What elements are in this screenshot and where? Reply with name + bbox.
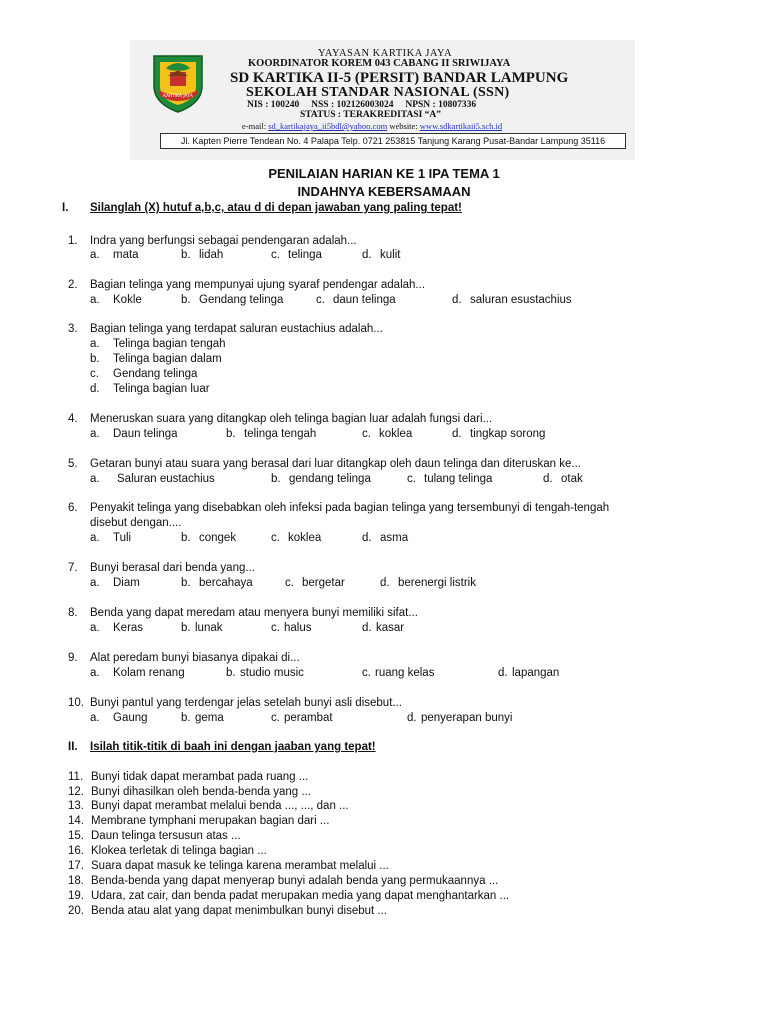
option-text[interactable]: penyerapan bunyi bbox=[421, 712, 513, 724]
fill-in-number: 19. bbox=[68, 890, 84, 902]
section-2-instruction: Isilah titik-titik di baah ini dengan jaaban yang tepat! bbox=[90, 741, 376, 753]
option-letter[interactable]: b. bbox=[90, 353, 100, 365]
fill-in-number: 16. bbox=[68, 845, 84, 857]
option-letter[interactable]: d. bbox=[498, 667, 508, 679]
logo-text: KARTIKA JAYA bbox=[163, 94, 193, 99]
option-text[interactable]: Daun telinga bbox=[113, 428, 178, 440]
option-letter[interactable]: a. bbox=[90, 577, 100, 589]
fill-in-text: Benda-benda yang dapat menyerap bunyi adalah benda yang permukaannya ... bbox=[91, 875, 499, 887]
accreditation-status: STATUS : TERAKREDITASI “A” bbox=[300, 110, 442, 120]
option-letter[interactable]: d. bbox=[452, 428, 462, 440]
option-text[interactable]: koklea bbox=[288, 532, 322, 544]
question-text: Benda yang dapat meredam atau menyera bunyi memiliki sifat... bbox=[90, 607, 418, 619]
question-text: Penyakit telinga yang disebabkan oleh infeksi pada bagian telinga yang tersembunyi di tengah-tengah bbox=[90, 502, 610, 514]
fill-in-text: Bunyi dapat merambat melalui benda ..., ..., dan ... bbox=[91, 800, 349, 812]
option-text[interactable]: congek bbox=[199, 532, 237, 544]
option-text[interactable]: Kolam renang bbox=[113, 667, 185, 679]
option-text[interactable]: otak bbox=[561, 473, 583, 485]
question-number: 10. bbox=[68, 697, 84, 709]
option-letter[interactable]: d. bbox=[362, 532, 372, 544]
nis-number: NIS : 100240 bbox=[247, 100, 300, 110]
npsn-number: NPSN : 10807336 bbox=[405, 100, 477, 110]
option-text[interactable]: ruang kelas bbox=[375, 667, 435, 679]
option-letter[interactable]: a. bbox=[90, 667, 100, 679]
option-letter[interactable]: b. bbox=[181, 532, 191, 544]
school-logo bbox=[146, 50, 210, 114]
question-text: Alat peredam bunyi biasanya dipakai di... bbox=[90, 652, 300, 664]
option-text[interactable]: perambat bbox=[284, 712, 333, 724]
option-text[interactable]: gendang telinga bbox=[289, 473, 371, 485]
fill-in-text: Benda atau alat yang dapat menimbulkan bunyi disebut ... bbox=[91, 905, 388, 917]
option-letter[interactable]: d. bbox=[407, 712, 417, 724]
question-text: Indra yang berfungsi sebagai pendengaran adalah... bbox=[90, 235, 357, 247]
email-link[interactable]: sd_kartikajaya_ii5bdl@yahoo.com bbox=[268, 121, 388, 131]
option-letter[interactable]: d. bbox=[90, 383, 100, 395]
question-number: 5. bbox=[68, 458, 78, 470]
foundation-name: YAYASAN KARTIKA JAYA bbox=[318, 48, 453, 59]
section-1-number: I. bbox=[62, 202, 69, 214]
option-letter[interactable]: a. bbox=[90, 712, 100, 724]
question-number: 2. bbox=[68, 279, 78, 291]
option-letter[interactable]: b. bbox=[181, 622, 191, 634]
option-text[interactable]: Gaung bbox=[113, 712, 148, 724]
option-letter[interactable]: a. bbox=[90, 338, 100, 350]
question-number: 6. bbox=[68, 502, 78, 514]
website-link[interactable]: www.sdkartikaii5.sch.id bbox=[419, 121, 503, 131]
option-text[interactable]: gema bbox=[195, 712, 224, 724]
option-text[interactable]: Tuli bbox=[113, 532, 132, 544]
option-letter[interactable]: c. bbox=[271, 532, 280, 544]
option-letter[interactable]: b. bbox=[226, 667, 236, 679]
id-numbers bbox=[247, 100, 476, 110]
option-letter[interactable]: b. bbox=[181, 712, 191, 724]
fill-in-text: Daun telinga tersusun atas ... bbox=[91, 830, 241, 842]
option-text[interactable]: Keras bbox=[113, 622, 144, 634]
option-letter[interactable]: b. bbox=[181, 577, 191, 589]
option-letter[interactable]: b. bbox=[226, 428, 236, 440]
question-text: disebut dengan.... bbox=[90, 517, 182, 529]
question-text: Bagian telinga yang mempunyai ujung syaraf pendengar adalah... bbox=[90, 279, 426, 291]
option-text[interactable]: bercahaya bbox=[199, 577, 253, 589]
option-text[interactable]: lapangan bbox=[512, 667, 560, 679]
fill-in-number: 15. bbox=[68, 830, 84, 842]
fill-in-number: 13. bbox=[68, 800, 84, 812]
fill-in-text: Bunyi dihasilkan oleh benda-benda yang ... bbox=[91, 786, 311, 798]
question-text: Bunyi berasal dari benda yang... bbox=[90, 562, 255, 574]
fill-in-number: 14. bbox=[68, 815, 84, 827]
option-letter[interactable]: d. bbox=[362, 622, 372, 634]
website-label: website: bbox=[389, 121, 418, 131]
option-text[interactable]: halus bbox=[284, 622, 312, 634]
option-text[interactable]: Saluran eustachius bbox=[117, 473, 215, 485]
option-letter[interactable]: a. bbox=[90, 294, 100, 306]
nss-number: NSS : 102126003024 bbox=[311, 100, 394, 110]
option-text[interactable]: telinga tengah bbox=[244, 428, 317, 440]
option-letter[interactable]: c. bbox=[90, 368, 99, 380]
exam-subtitle: INDAHNYA KEBERSAMAAN bbox=[297, 184, 471, 199]
option-letter[interactable]: c. bbox=[362, 428, 371, 440]
email-label: e-mail: bbox=[242, 121, 267, 131]
school-address: Jl. Kapten Pierre Tendean No. 4 Palapa Telp. 0721 253815 Tanjung Karang Pusat-Bandar Lampung 35116 bbox=[160, 133, 626, 149]
option-letter[interactable]: c. bbox=[407, 473, 416, 485]
exam-title: PENILAIAN HARIAN KE 1 IPA TEMA 1 bbox=[268, 166, 500, 181]
fill-in-text: Membrane tymphani merupakan bagian dari ... bbox=[91, 815, 330, 827]
option-letter[interactable]: a. bbox=[90, 622, 100, 634]
question-number: 1. bbox=[68, 235, 78, 247]
option-letter[interactable]: a. bbox=[90, 428, 100, 440]
option-letter[interactable]: c. bbox=[271, 249, 280, 261]
fill-in-text: Klokea terletak di telinga bagian ... bbox=[91, 845, 267, 857]
coordinator-line: KOORDINATOR KOREM 043 CABANG II SRIWIJAYA bbox=[248, 58, 511, 69]
option-letter[interactable]: d. bbox=[452, 294, 462, 306]
option-text[interactable]: studio music bbox=[240, 667, 304, 679]
option-letter[interactable]: b. bbox=[271, 473, 281, 485]
option-text[interactable]: Gendang telinga bbox=[199, 294, 284, 306]
question-number: 8. bbox=[68, 607, 78, 619]
option-text[interactable]: Kokle bbox=[113, 294, 142, 306]
option-text[interactable]: berenergi listrik bbox=[398, 577, 476, 589]
question-text: Bagian telinga yang terdapat saluran eustachius adalah... bbox=[90, 323, 383, 335]
fill-in-text: Udara, zat cair, dan benda padat merupakan media yang dapat menghantarkan ... bbox=[91, 890, 510, 902]
option-letter[interactable]: a. bbox=[90, 532, 100, 544]
option-letter[interactable]: c. bbox=[316, 294, 325, 306]
option-text[interactable]: Diam bbox=[113, 577, 140, 589]
option-letter[interactable]: d. bbox=[362, 249, 372, 261]
question-number: 7. bbox=[68, 562, 78, 574]
question-text: Meneruskan suara yang ditangkap oleh telinga bagian luar adalah fungsi dari... bbox=[90, 413, 493, 425]
option-text[interactable]: lunak bbox=[195, 622, 223, 634]
option-letter[interactable]: c. bbox=[271, 712, 280, 724]
fill-in-text: Suara dapat masuk ke telinga karena merambat melalui ... bbox=[91, 860, 389, 872]
option-letter[interactable]: d. bbox=[543, 473, 553, 485]
option-text[interactable]: asma bbox=[380, 532, 409, 544]
option-text[interactable]: telinga bbox=[288, 249, 322, 261]
option-text[interactable]: tingkap sorong bbox=[470, 428, 546, 440]
fill-in-number: 11. bbox=[68, 771, 84, 783]
section-2-number: II. bbox=[68, 741, 78, 753]
fill-in-number: 18. bbox=[68, 875, 84, 887]
option-letter[interactable]: a. bbox=[90, 473, 100, 485]
school-name: SD KARTIKA II-5 (PERSIT) BANDAR LAMPUNG bbox=[230, 70, 569, 86]
option-letter[interactable]: c. bbox=[362, 667, 371, 679]
option-text[interactable]: kulit bbox=[380, 249, 401, 261]
fill-in-number: 17. bbox=[68, 860, 84, 872]
question-number: 4. bbox=[68, 413, 78, 425]
option-letter[interactable]: a. bbox=[90, 249, 100, 261]
question-text: Bunyi pantul yang terdengar jelas setelah bunyi asli disebut... bbox=[90, 697, 402, 709]
option-letter[interactable]: b. bbox=[181, 249, 191, 261]
ssn-line: SEKOLAH STANDAR NASIONAL (SSN) bbox=[246, 85, 510, 100]
option-text[interactable]: Telinga bagian dalam bbox=[113, 353, 222, 365]
option-text[interactable]: Gendang telinga bbox=[113, 368, 198, 380]
option-text[interactable]: daun telinga bbox=[333, 294, 396, 306]
option-letter[interactable]: b. bbox=[181, 294, 191, 306]
question-number: 3. bbox=[68, 323, 78, 335]
option-text[interactable]: kasar bbox=[376, 622, 405, 634]
option-text[interactable]: Telinga bagian tengah bbox=[113, 338, 226, 350]
question-text: Getaran bunyi atau suara yang berasal dari luar ditangkap oleh daun telinga dan diteruskan ke... bbox=[90, 458, 581, 470]
option-text[interactable]: bergetar bbox=[302, 577, 345, 589]
fill-in-number: 12. bbox=[68, 786, 84, 798]
question-number: 9. bbox=[68, 652, 78, 664]
contact-line bbox=[242, 121, 502, 131]
option-letter[interactable]: c. bbox=[271, 622, 280, 634]
section-1-instruction: Silanglah (X) hutuf a,b,c, atau d di depan jawaban yang paling tepat! bbox=[90, 202, 462, 214]
option-text[interactable]: Telinga bagian luar bbox=[113, 383, 210, 395]
fill-in-number: 20. bbox=[68, 905, 84, 917]
option-text[interactable]: mata bbox=[113, 249, 139, 261]
option-text[interactable]: lidah bbox=[199, 249, 224, 261]
option-letter[interactable]: d. bbox=[380, 577, 390, 589]
option-text[interactable]: tulang telinga bbox=[424, 473, 493, 485]
option-text[interactable]: koklea bbox=[379, 428, 413, 440]
option-letter[interactable]: c. bbox=[285, 577, 294, 589]
fill-in-text: Bunyi tidak dapat merambat pada ruang ... bbox=[91, 771, 309, 783]
option-text[interactable]: saluran esustachius bbox=[470, 294, 572, 306]
